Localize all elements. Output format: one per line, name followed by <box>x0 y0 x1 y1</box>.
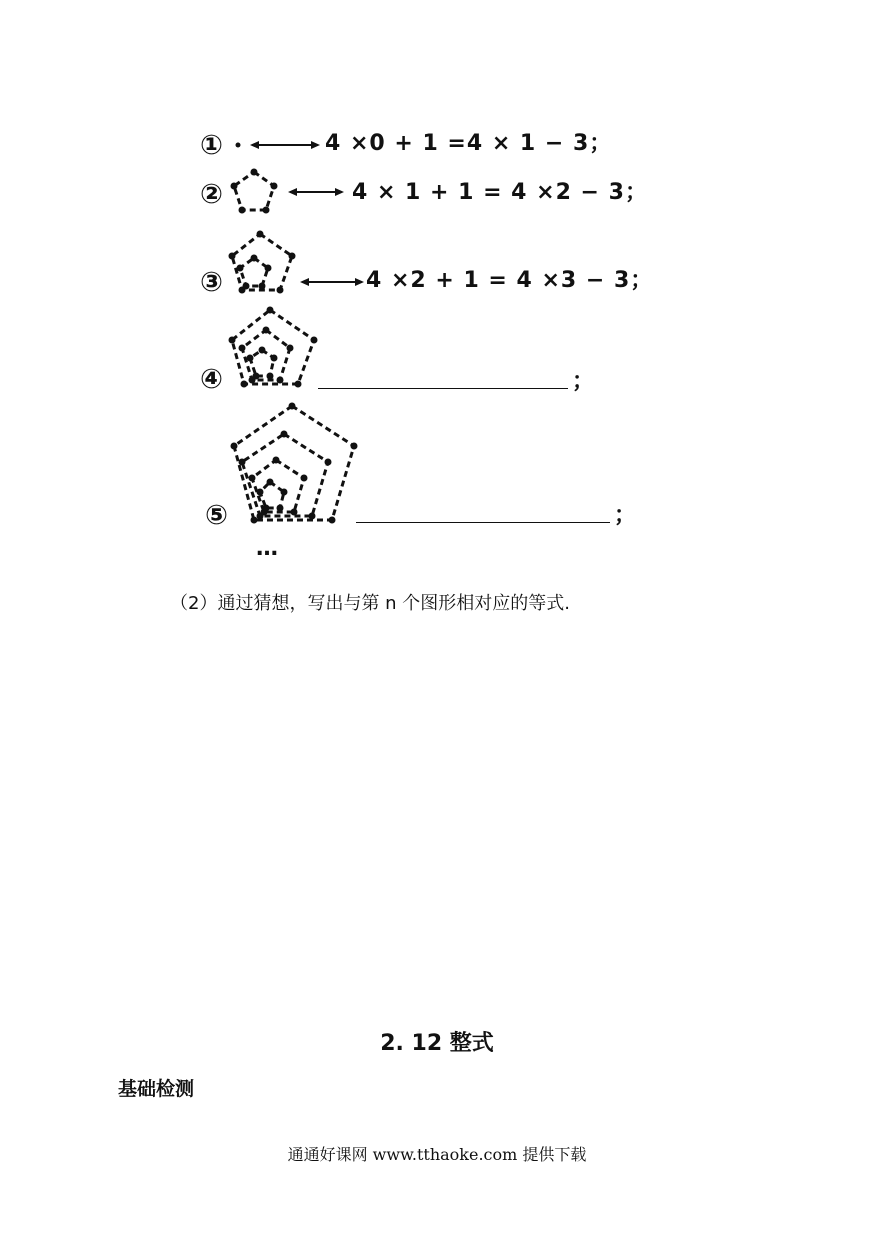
figure-label-5: ⑤ <box>205 500 228 531</box>
figure-label-1: ① <box>200 130 223 161</box>
figure-4 <box>228 304 320 390</box>
ellipsis: … <box>256 536 278 561</box>
figure-5-pentagon-4 <box>260 482 284 508</box>
figure-5 <box>228 400 360 526</box>
figure-5-pentagon-2 <box>242 434 328 516</box>
equation-2: 4 × 1 + 1 = 4 ×2 − 3； <box>352 180 648 205</box>
figure-label-3: ③ <box>200 267 223 298</box>
figure-2-and-arrow <box>226 166 346 218</box>
figure-label-4: ④ <box>200 364 223 395</box>
figure-2-pentagon <box>234 172 274 210</box>
footer-text: 通通好课网 www.tthaoke.com 提供下载 <box>287 1145 587 1164</box>
figure-5-pentagon-3 <box>252 460 304 512</box>
subheading: 基础检测 <box>118 1078 195 1100</box>
figure-1-and-arrow <box>232 137 322 153</box>
equation-3: 4 ×2 + 1 = 4 ×3 − 3； <box>366 268 654 293</box>
figure-label-2: ② <box>200 179 223 210</box>
figure-3-inner-pentagon <box>240 258 268 286</box>
figure-3-and-arrow <box>228 228 368 298</box>
equation-1: 4 ×0 + 1 =4 × 1 − 3； <box>325 131 613 156</box>
semicolon-5: ； <box>614 503 637 528</box>
figure-1-dot <box>236 143 241 148</box>
question-2: （2）通过猜想，写出与第 n 个图形相对应的等式. <box>170 593 571 614</box>
answer-blank-5[interactable] <box>356 522 610 523</box>
semicolon-4: ； <box>572 369 595 394</box>
section-title: 2. 12 整式 <box>380 1031 494 1056</box>
answer-blank-4[interactable] <box>318 388 568 389</box>
figure-4-inner-pentagon <box>250 350 274 376</box>
figure-5-pentagon-1 <box>234 406 354 520</box>
